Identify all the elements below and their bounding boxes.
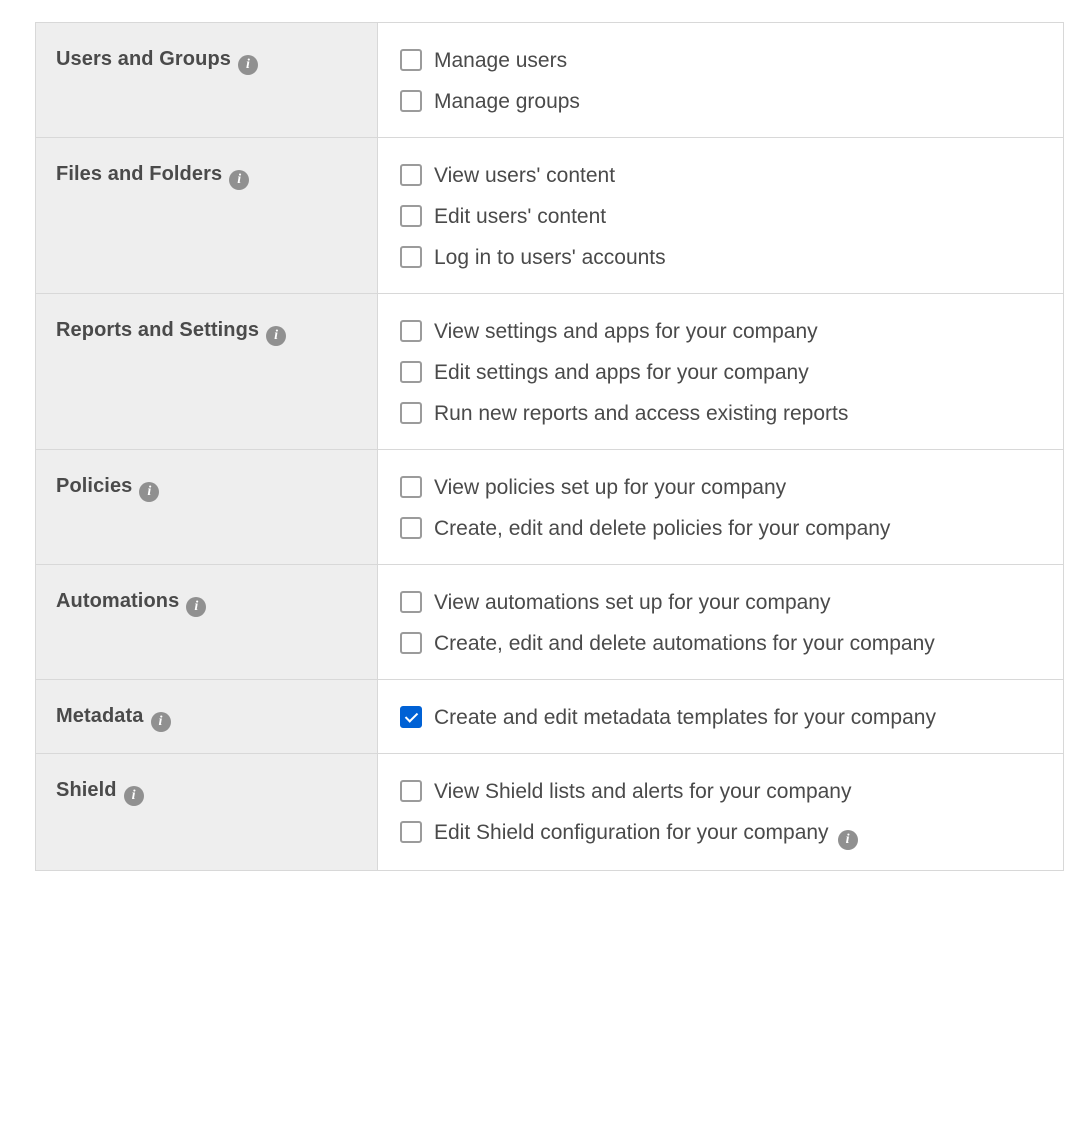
permission-options-cell [378,754,1063,870]
permission-option-label-wrap [434,160,615,191]
permission-option-label-wrap [434,45,567,76]
permission-option[interactable] [400,160,1039,191]
permission-group-title [56,704,171,732]
permission-option-label-wrap [434,86,580,117]
info-icon[interactable]: i [229,170,249,190]
permission-group-label-cell [36,754,378,870]
permission-group-label-cell [36,565,378,679]
permission-option-label-wrap [434,316,818,347]
checkbox[interactable] [400,90,422,112]
permission-options-cell [378,450,1063,564]
permission-group-row [36,754,1063,870]
permission-group-label: Automations [56,590,180,612]
permission-group-label: Users and Groups [56,48,231,70]
permission-option-label-wrap [434,242,666,273]
checkbox[interactable] [400,246,422,268]
permission-option-label-wrap [434,587,831,618]
permission-option[interactable] [400,201,1039,232]
permission-option-label: Create, edit and delete automations for your company [434,632,935,655]
checkbox[interactable] [400,780,422,802]
permission-option-label-wrap [434,702,936,733]
permission-option-label: Create, edit and delete policies for your company [434,517,891,540]
permission-options-cell [378,294,1063,449]
permission-group-title [56,589,206,617]
permission-option-label: View automations set up for your company [434,591,831,614]
permission-option-label: View policies set up for your company [434,476,787,499]
permission-group-row [36,450,1063,565]
permission-option-label-wrap [434,472,786,503]
permission-group-label: Policies [56,475,133,497]
permission-group-label-cell [36,138,378,293]
permission-option[interactable] [400,86,1039,117]
checkbox[interactable] [400,49,422,71]
permission-group-label: Metadata [56,705,144,727]
permission-group-label-cell [36,450,378,564]
permissions-table [35,22,1064,871]
permission-group-row [36,138,1063,294]
permission-option-label-wrap [434,776,851,807]
info-icon[interactable]: i [151,712,171,732]
permission-option-label: Edit Shield configuration for your company [434,821,829,844]
permission-group-label-cell [36,294,378,449]
permission-option-label: Create and edit metadata templates for your company [434,706,936,729]
checkbox[interactable] [400,591,422,613]
permission-option-label-wrap [434,817,858,850]
info-icon[interactable]: i [186,597,206,617]
permission-option-label: View Shield lists and alerts for your company [434,780,852,803]
permission-group-row [36,294,1063,450]
checkbox[interactable] [400,517,422,539]
permission-group-label-cell [36,680,378,753]
permission-group-row [36,23,1063,138]
permission-option-label-wrap [434,513,890,544]
permission-option-label: Manage users [434,49,568,72]
checkbox[interactable] [400,361,422,383]
permission-group-row [36,565,1063,680]
info-icon[interactable]: i [124,786,144,806]
permission-option[interactable] [400,587,1039,618]
permission-option-label: Run new reports and access existing reports [434,402,849,425]
checkbox[interactable] [400,205,422,227]
permission-group-label: Files and Folders [56,163,223,185]
permission-option-label-wrap [434,398,848,429]
permission-option[interactable] [400,398,1039,429]
info-icon[interactable]: i [838,830,858,850]
permission-option-label-wrap [434,357,809,388]
permission-options-cell [378,23,1063,137]
permission-group-label: Shield [56,779,117,801]
permission-option-label: Edit users' content [434,205,607,228]
permission-group-title [56,47,258,75]
info-icon[interactable]: i [238,55,258,75]
permission-option-label: View users' content [434,164,616,187]
checkbox[interactable] [400,402,422,424]
permission-group-title [56,318,286,346]
permission-option[interactable] [400,776,1039,807]
permission-option[interactable] [400,817,1039,850]
checkbox[interactable] [400,706,422,728]
permission-option[interactable] [400,242,1039,273]
info-icon[interactable]: i [139,482,159,502]
permission-group-title [56,162,249,190]
permission-option[interactable] [400,316,1039,347]
checkbox[interactable] [400,632,422,654]
permission-options-cell [378,680,1063,753]
checkbox[interactable] [400,821,422,843]
permission-option[interactable] [400,472,1039,503]
permission-option[interactable] [400,628,1039,659]
permission-group-title [56,778,144,806]
permission-option-label: Log in to users' accounts [434,246,666,269]
permission-group-label: Reports and Settings [56,319,260,341]
checkbox[interactable] [400,320,422,342]
permission-group-label-cell [36,23,378,137]
checkbox[interactable] [400,476,422,498]
permission-option-label: Manage groups [434,90,580,113]
permission-option-label-wrap [434,201,606,232]
permission-option[interactable] [400,357,1039,388]
permission-option[interactable] [400,45,1039,76]
permission-option[interactable] [400,513,1039,544]
permission-option[interactable] [400,702,1039,733]
permission-option-label: View settings and apps for your company [434,320,818,343]
permission-group-title [56,474,159,502]
permission-option-label-wrap [434,628,935,659]
permission-options-cell [378,138,1063,293]
permission-option-label: Edit settings and apps for your company [434,361,809,384]
checkbox[interactable] [400,164,422,186]
info-icon[interactable]: i [266,326,286,346]
permission-options-cell [378,565,1063,679]
permission-group-row [36,680,1063,754]
